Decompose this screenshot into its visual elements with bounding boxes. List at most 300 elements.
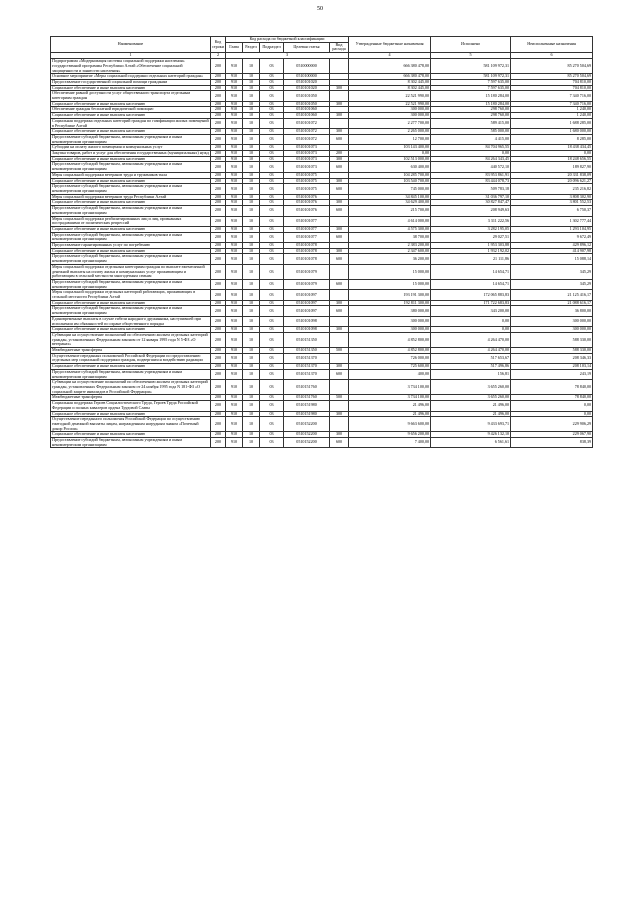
row-executed: 3 655 260,00 bbox=[431, 380, 511, 395]
row-target: 0510151350 bbox=[284, 348, 330, 354]
row-unexecuted: 429 896,12 bbox=[511, 243, 593, 249]
row-line-code: 200 bbox=[211, 332, 226, 347]
row-chapter: 910 bbox=[226, 353, 243, 363]
row-executed: 1 932 192,02 bbox=[431, 248, 511, 254]
row-unexecuted: 345,29 bbox=[511, 264, 593, 279]
row-target: 0510101020 bbox=[284, 79, 330, 85]
row-unexecuted: 300 000,00 bbox=[511, 327, 593, 333]
row-name: Предоставление субсидий бюджетным, автономным учреждениям и иным некоммерческим организациям bbox=[51, 206, 211, 216]
row-executed: 1 953 303,88 bbox=[431, 243, 511, 249]
row-subsection: 03 bbox=[260, 380, 284, 395]
row-approved: 192 811 300,00 bbox=[349, 300, 431, 306]
row-approved: 193 191 300,00 bbox=[349, 290, 431, 300]
row-expense-type: 300 bbox=[330, 129, 349, 135]
row-executed: 517 496,86 bbox=[431, 364, 511, 370]
row-line-code: 200 bbox=[211, 226, 226, 232]
row-chapter: 910 bbox=[226, 74, 243, 80]
row-chapter: 910 bbox=[226, 327, 243, 333]
row-unexecuted: 208 346,33 bbox=[511, 353, 593, 363]
row-chapter: 910 bbox=[226, 162, 243, 172]
header-name: Наименование bbox=[51, 37, 211, 53]
row-name: Социальное обеспечение и иные выплаты населению bbox=[51, 226, 211, 232]
row-approved: 2 347 600,00 bbox=[349, 248, 431, 254]
row-executed: 15 180 284,00 bbox=[431, 91, 511, 101]
row-approved: 2 383 200,00 bbox=[349, 243, 431, 249]
row-unexecuted: 6 750,37 bbox=[511, 206, 593, 216]
row-name: Предоставление субсидий бюджетным, автономным учреждениям и иным некоммерческим организациям bbox=[51, 306, 211, 316]
row-expense-type: 600 bbox=[330, 279, 349, 289]
row-expense-type bbox=[330, 290, 349, 300]
row-target: 0510101077 bbox=[284, 216, 330, 226]
row-expense-type: 600 bbox=[330, 184, 349, 194]
row-target: 0510101077 bbox=[284, 232, 330, 242]
row-section: 10 bbox=[243, 432, 260, 438]
row-section: 10 bbox=[243, 353, 260, 363]
row-chapter: 910 bbox=[226, 380, 243, 395]
row-section: 10 bbox=[243, 118, 260, 128]
row-name: Обеспечение равной доступности услуг общественного транспорта отдельным категориям граждан bbox=[51, 91, 211, 101]
row-target: 0510000000 bbox=[284, 59, 330, 74]
row-executed: 7 597 635,00 bbox=[431, 85, 511, 91]
row-executed: 9 426 132,10 bbox=[431, 432, 511, 438]
row-name: Предоставление субсидий бюджетным, автономным учреждениям и иным некоммерческим организациям bbox=[51, 254, 211, 264]
table-row bbox=[51, 380, 593, 395]
budget-execution-table bbox=[50, 36, 593, 448]
row-target: 0510101073 bbox=[284, 151, 330, 157]
row-expense-type: 600 bbox=[330, 369, 349, 379]
row-approved: 9 656 200,00 bbox=[349, 432, 431, 438]
row-name: Основное мероприятие «Меры социальной поддержки отдельных категорий граждан» bbox=[51, 74, 211, 80]
row-chapter: 910 bbox=[226, 194, 243, 200]
row-chapter: 910 bbox=[226, 206, 243, 216]
row-section: 10 bbox=[243, 369, 260, 379]
row-unexecuted: 9 672,49 bbox=[511, 232, 593, 242]
row-subsection: 03 bbox=[260, 432, 284, 438]
row-expense-type bbox=[330, 353, 349, 363]
row-approved: 22 521 990,00 bbox=[349, 91, 431, 101]
row-target: 0510151760 bbox=[284, 395, 330, 401]
row-name: Социальное обеспечение и иные выплаты населению bbox=[51, 327, 211, 333]
row-subsection: 03 bbox=[260, 59, 284, 74]
row-approved: 102 513 000,00 bbox=[349, 156, 431, 162]
row-target: 0510101075 bbox=[284, 184, 330, 194]
row-section: 10 bbox=[243, 79, 260, 85]
row-executed: 517 653,67 bbox=[431, 353, 511, 363]
row-chapter: 910 bbox=[226, 254, 243, 264]
row-line-code: 200 bbox=[211, 316, 226, 326]
row-chapter: 910 bbox=[226, 264, 243, 279]
row-target: 0510101073 bbox=[284, 145, 330, 151]
row-subsection: 03 bbox=[260, 306, 284, 316]
row-name: Социальное обеспечение и иные выплаты населению bbox=[51, 178, 211, 184]
table-row bbox=[51, 264, 593, 279]
row-name: Социальное обеспечение и иные выплаты населению bbox=[51, 200, 211, 206]
row-subsection: 03 bbox=[260, 151, 284, 157]
row-executed: 14 654,71 bbox=[431, 264, 511, 279]
row-expense-type: 500 bbox=[330, 395, 349, 401]
row-unexecuted: 414 907,98 bbox=[511, 248, 593, 254]
row-chapter: 910 bbox=[226, 85, 243, 91]
row-executed: 84 264 343,45 bbox=[431, 156, 511, 162]
row-line-code: 200 bbox=[211, 348, 226, 354]
row-line-code: 200 bbox=[211, 85, 226, 91]
row-executed: 343 200,00 bbox=[431, 306, 511, 316]
row-section: 10 bbox=[243, 411, 260, 417]
row-target: 0510100000 bbox=[284, 74, 330, 80]
table-row bbox=[51, 184, 593, 194]
row-subsection: 03 bbox=[260, 129, 284, 135]
row-expense-type: 600 bbox=[330, 438, 349, 448]
header-subsection: Подраздел bbox=[260, 42, 284, 52]
row-chapter: 910 bbox=[226, 417, 243, 432]
row-line-code: 200 bbox=[211, 306, 226, 316]
row-section: 10 bbox=[243, 216, 260, 226]
row-section: 10 bbox=[243, 178, 260, 184]
row-target: 0510101076 bbox=[284, 200, 330, 206]
row-line-code: 200 bbox=[211, 353, 226, 363]
row-unexecuted: 0,00 bbox=[511, 401, 593, 411]
row-unexecuted: 588 330,00 bbox=[511, 332, 593, 347]
row-unexecuted: 0,00 bbox=[511, 411, 593, 417]
row-target: 0510152200 bbox=[284, 417, 330, 432]
row-approved: 9 663 600,00 bbox=[349, 417, 431, 432]
row-expense-type: 300 bbox=[330, 432, 349, 438]
row-approved: 4 852 800,00 bbox=[349, 332, 431, 347]
row-name: Межбюджетные трансферты bbox=[51, 395, 211, 401]
row-line-code: 200 bbox=[211, 79, 226, 85]
row-section: 10 bbox=[243, 156, 260, 162]
table-row bbox=[51, 134, 593, 144]
row-approved: 726 000,00 bbox=[349, 353, 431, 363]
row-expense-type: 300 bbox=[330, 300, 349, 306]
row-chapter: 910 bbox=[226, 248, 243, 254]
row-name: Субвенции на осуществление полномочий по обеспечению жильем отдельных категорий граждан, установленных Федеральным законом от 24 ноября 1995 года N 181-ФЗ «О социальной защите инвалидов в Российской Федерации» bbox=[51, 380, 211, 395]
row-section: 10 bbox=[243, 74, 260, 80]
row-executed: 31 036 797,10 bbox=[431, 194, 511, 200]
row-line-code: 200 bbox=[211, 162, 226, 172]
row-unexecuted: 243,19 bbox=[511, 369, 593, 379]
row-unexecuted: 20 096 621,27 bbox=[511, 178, 593, 184]
row-unexecuted: 300 000,00 bbox=[511, 316, 593, 326]
row-approved: 12 700,00 bbox=[349, 134, 431, 144]
row-approved: 300 000,00 bbox=[349, 107, 431, 113]
row-name: Подпрограмма «Модернизация системы социальной поддержки населения» государственной программы Республики Алтай «Обеспечение социальной защищенности и занятости населения» bbox=[51, 59, 211, 74]
row-name: Предоставление субсидий бюджетным, автономным учреждениям и иным некоммерческим организациям bbox=[51, 134, 211, 144]
row-chapter: 910 bbox=[226, 369, 243, 379]
row-expense-type: 300 bbox=[330, 178, 349, 184]
row-name: Социальное обеспечение и иные выплаты населению bbox=[51, 411, 211, 417]
row-section: 10 bbox=[243, 279, 260, 289]
row-target: 0510151980 bbox=[284, 401, 330, 411]
row-executed: 3 311 222,56 bbox=[431, 216, 511, 226]
row-line-code: 200 bbox=[211, 216, 226, 226]
row-line-code: 200 bbox=[211, 264, 226, 279]
row-line-code: 200 bbox=[211, 395, 226, 401]
row-chapter: 910 bbox=[226, 59, 243, 74]
row-approved: 666 380 478,00 bbox=[349, 74, 431, 80]
row-executed: 83 444 078,73 bbox=[431, 178, 511, 184]
row-executed: 21 111,86 bbox=[431, 254, 511, 264]
row-line-code: 200 bbox=[211, 369, 226, 379]
row-approved: 104 285 700,00 bbox=[349, 172, 431, 178]
row-unexecuted: 704 810,00 bbox=[511, 85, 593, 91]
row-line-code: 200 bbox=[211, 145, 226, 151]
row-target: 0510151350 bbox=[284, 332, 330, 347]
row-executed: 3 282 195,05 bbox=[431, 226, 511, 232]
row-subsection: 03 bbox=[260, 206, 284, 216]
row-unexecuted: 18 248 656,55 bbox=[511, 156, 593, 162]
row-subsection: 03 bbox=[260, 290, 284, 300]
row-unexecuted: 3 808 302,90 bbox=[511, 194, 593, 200]
row-section: 10 bbox=[243, 401, 260, 411]
row-approved: 4 575 300,00 bbox=[349, 226, 431, 232]
row-chapter: 910 bbox=[226, 401, 243, 411]
row-target: 0510101072 bbox=[284, 118, 330, 128]
row-line-code: 200 bbox=[211, 438, 226, 448]
row-section: 10 bbox=[243, 438, 260, 448]
row-target: 0510101060 bbox=[284, 107, 330, 113]
row-section: 10 bbox=[243, 113, 260, 119]
table-row bbox=[51, 438, 593, 448]
row-unexecuted: 704 810,00 bbox=[511, 79, 593, 85]
row-target: 0510101075 bbox=[284, 172, 330, 178]
row-subsection: 03 bbox=[260, 243, 284, 249]
row-executed: 589 415,00 bbox=[431, 118, 511, 128]
row-line-code: 200 bbox=[211, 411, 226, 417]
row-expense-type bbox=[330, 264, 349, 279]
row-name: Социальное обеспечение и иные выплаты населению bbox=[51, 248, 211, 254]
row-approved: 21 496,00 bbox=[349, 411, 431, 417]
row-approved: 22 521 990,00 bbox=[349, 101, 431, 107]
row-executed: 171 722 683,83 bbox=[431, 300, 511, 306]
row-approved: 666 380 478,00 bbox=[349, 59, 431, 74]
row-chapter: 910 bbox=[226, 411, 243, 417]
row-executed: 4 264 470,00 bbox=[431, 348, 511, 354]
row-unexecuted: 1 240,00 bbox=[511, 113, 593, 119]
row-approved: 34 845 100,00 bbox=[349, 194, 431, 200]
row-subsection: 03 bbox=[260, 327, 284, 333]
table-row bbox=[51, 59, 593, 74]
table-row bbox=[51, 306, 593, 316]
row-subsection: 03 bbox=[260, 113, 284, 119]
row-target: 0510101097 bbox=[284, 306, 330, 316]
table-row bbox=[51, 290, 593, 300]
row-unexecuted: 8 285,00 bbox=[511, 134, 593, 144]
row-target: 0510101075 bbox=[284, 178, 330, 184]
row-section: 10 bbox=[243, 300, 260, 306]
header-approved: Утвержденные бюджетные назначения bbox=[349, 37, 431, 53]
row-target: 0510151980 bbox=[284, 411, 330, 417]
table-row bbox=[51, 369, 593, 379]
row-unexecuted: 208 103,14 bbox=[511, 364, 593, 370]
row-line-code: 200 bbox=[211, 232, 226, 242]
row-name: Меры социальной поддержки реабилитированных лиц и лиц, признанных пострадавшими от политических репрессий bbox=[51, 216, 211, 226]
row-expense-type: 600 bbox=[330, 206, 349, 216]
row-section: 10 bbox=[243, 226, 260, 232]
row-executed: 440 572,10 bbox=[431, 162, 511, 172]
row-unexecuted: 20 331 838,09 bbox=[511, 172, 593, 178]
row-line-code: 200 bbox=[211, 91, 226, 101]
table-row bbox=[51, 162, 593, 172]
row-name: Социальное обеспечение и иные выплаты населению bbox=[51, 129, 211, 135]
row-chapter: 910 bbox=[226, 332, 243, 347]
row-unexecuted: 1 688 285,00 bbox=[511, 118, 593, 128]
row-chapter: 910 bbox=[226, 184, 243, 194]
row-approved: 2 265 000,00 bbox=[349, 129, 431, 135]
row-line-code: 200 bbox=[211, 254, 226, 264]
row-name: Предоставление субсидий бюджетным, автономным учреждениям и иным некоммерческим организациям bbox=[51, 162, 211, 172]
row-name: Предоставление субсидий бюджетным, автономным учреждениям и иным некоммерческим организациям bbox=[51, 232, 211, 242]
row-section: 10 bbox=[243, 254, 260, 264]
row-subsection: 03 bbox=[260, 172, 284, 178]
row-unexecuted: 235 216,82 bbox=[511, 184, 593, 194]
row-approved: 630 400,00 bbox=[349, 162, 431, 172]
row-section: 10 bbox=[243, 232, 260, 242]
row-section: 10 bbox=[243, 243, 260, 249]
row-name: Субсидии на оплату жилого помещения и коммунальных услуг bbox=[51, 145, 211, 151]
row-line-code: 200 bbox=[211, 206, 226, 216]
row-approved: 36 200,00 bbox=[349, 254, 431, 264]
row-line-code: 200 bbox=[211, 178, 226, 184]
row-subsection: 03 bbox=[260, 417, 284, 432]
row-subsection: 03 bbox=[260, 348, 284, 354]
row-expense-type bbox=[330, 59, 349, 74]
row-expense-type: 300 bbox=[330, 411, 349, 417]
table-header bbox=[51, 37, 593, 59]
row-approved: 300 000,00 bbox=[349, 327, 431, 333]
row-chapter: 910 bbox=[226, 107, 243, 113]
row-chapter: 910 bbox=[226, 113, 243, 119]
row-approved: 15 000,00 bbox=[349, 264, 431, 279]
row-chapter: 910 bbox=[226, 438, 243, 448]
row-chapter: 910 bbox=[226, 364, 243, 370]
row-chapter: 910 bbox=[226, 216, 243, 226]
row-approved: 400,00 bbox=[349, 369, 431, 379]
row-subsection: 03 bbox=[260, 395, 284, 401]
column-index: 4 bbox=[349, 53, 431, 59]
row-executed: 14 654,71 bbox=[431, 279, 511, 289]
row-section: 10 bbox=[243, 248, 260, 254]
row-executed: 581 109 972,31 bbox=[431, 59, 511, 74]
table-row bbox=[51, 417, 593, 432]
row-target: 0510101072 bbox=[284, 134, 330, 144]
row-line-code: 200 bbox=[211, 113, 226, 119]
row-approved: 0,00 bbox=[349, 151, 431, 157]
row-subsection: 03 bbox=[260, 74, 284, 80]
row-section: 10 bbox=[243, 194, 260, 200]
table-row bbox=[51, 118, 593, 128]
row-approved: 21 496,00 bbox=[349, 401, 431, 411]
row-unexecuted: 36 800,00 bbox=[511, 306, 593, 316]
table-row bbox=[51, 232, 593, 242]
row-executed: 172 065 883,83 bbox=[431, 290, 511, 300]
row-executed: 208 949,63 bbox=[431, 206, 511, 216]
row-executed: 0,00 bbox=[431, 316, 511, 326]
row-unexecuted: 7 340 716,00 bbox=[511, 91, 593, 101]
row-unexecuted: 1 680 000,00 bbox=[511, 129, 593, 135]
row-chapter: 910 bbox=[226, 226, 243, 232]
row-expense-type: 300 bbox=[330, 156, 349, 162]
row-name: Предоставление субсидий бюджетным, автономным учреждениям и иным некоммерческим организациям bbox=[51, 279, 211, 289]
row-chapter: 910 bbox=[226, 200, 243, 206]
row-line-code: 200 bbox=[211, 74, 226, 80]
row-section: 10 bbox=[243, 184, 260, 194]
row-unexecuted: 15 088,14 bbox=[511, 254, 593, 264]
row-target: 0510101073 bbox=[284, 156, 330, 162]
row-line-code: 200 bbox=[211, 129, 226, 135]
row-target: 0510101076 bbox=[284, 194, 330, 200]
row-name: Осуществление переданного полномочия Российской Федерации по осуществлению ежегодной денежной выплаты лицам, награжденным нагрудным знаком «Почетный донор России» bbox=[51, 417, 211, 432]
table-row bbox=[51, 254, 593, 264]
row-unexecuted: 21 125 416,17 bbox=[511, 290, 593, 300]
row-name: Социальное обеспечение и иные выплаты населению bbox=[51, 113, 211, 119]
row-subsection: 03 bbox=[260, 156, 284, 162]
row-name: Социальная поддержка отдельных категорий граждан по газификации жилых помещений в Республике Алтай bbox=[52, 118, 209, 128]
row-subsection: 03 bbox=[260, 254, 284, 264]
row-name: Социальное обеспечение и иные выплаты населению bbox=[51, 156, 211, 162]
row-line-code: 200 bbox=[211, 248, 226, 254]
row-unexecuted: 18 438 434,45 bbox=[511, 145, 593, 151]
row-subsection: 03 bbox=[260, 411, 284, 417]
row-chapter: 910 bbox=[226, 395, 243, 401]
row-target: 0510152200 bbox=[284, 438, 330, 448]
table-row bbox=[51, 216, 593, 226]
row-chapter: 910 bbox=[226, 432, 243, 438]
row-section: 10 bbox=[243, 145, 260, 151]
row-line-code: 200 bbox=[211, 290, 226, 300]
row-approved: 4 852 800,00 bbox=[349, 348, 431, 354]
row-line-code: 200 bbox=[211, 134, 226, 144]
row-executed: 298 760,00 bbox=[431, 107, 511, 113]
row-subsection: 03 bbox=[260, 316, 284, 326]
header-classification: Код расхода по бюджетной классификации bbox=[226, 37, 349, 43]
row-line-code: 200 bbox=[211, 156, 226, 162]
row-chapter: 910 bbox=[226, 290, 243, 300]
row-unexecuted: 78 840,00 bbox=[511, 380, 593, 395]
row-unexecuted: 0,00 bbox=[511, 151, 593, 157]
row-expense-type: 600 bbox=[330, 306, 349, 316]
row-approved: 38 700,00 bbox=[349, 232, 431, 242]
row-executed: 7 597 635,00 bbox=[431, 79, 511, 85]
row-chapter: 910 bbox=[226, 348, 243, 354]
row-name: Социальное обеспечение и иные выплаты населению bbox=[51, 364, 211, 370]
row-expense-type: 600 bbox=[330, 254, 349, 264]
row-chapter: 910 bbox=[226, 300, 243, 306]
header-expense-type: Вид расхода bbox=[330, 42, 349, 52]
column-index: 5 bbox=[431, 53, 511, 59]
row-line-code: 200 bbox=[211, 107, 226, 113]
row-line-code: 200 bbox=[211, 432, 226, 438]
row-line-code: 200 bbox=[211, 151, 226, 157]
row-section: 10 bbox=[243, 306, 260, 316]
row-expense-type bbox=[330, 91, 349, 101]
row-executed: 9 433 693,71 bbox=[431, 417, 511, 432]
row-chapter: 910 bbox=[226, 316, 243, 326]
row-name: Обеспечение граждан бесплатной юридической помощью bbox=[51, 107, 211, 113]
row-target: 0510101078 bbox=[284, 243, 330, 249]
row-chapter: 910 bbox=[226, 118, 243, 128]
row-name: Предоставление субсидий бюджетным, автономным учреждениям и иным некоммерческим организациям bbox=[51, 438, 211, 448]
row-executed: 0,00 bbox=[431, 151, 511, 157]
row-subsection: 03 bbox=[260, 279, 284, 289]
row-approved: 34 629 400,00 bbox=[349, 200, 431, 206]
row-subsection: 03 bbox=[260, 232, 284, 242]
row-subsection: 03 bbox=[260, 134, 284, 144]
table-body bbox=[51, 59, 593, 448]
row-expense-type: 300 bbox=[330, 226, 349, 232]
row-unexecuted: 588 330,00 bbox=[511, 348, 593, 354]
row-name: Меры социальной поддержки отдельных категорий работающих, проживающих в сельской местности Республики Алтай bbox=[51, 290, 211, 300]
